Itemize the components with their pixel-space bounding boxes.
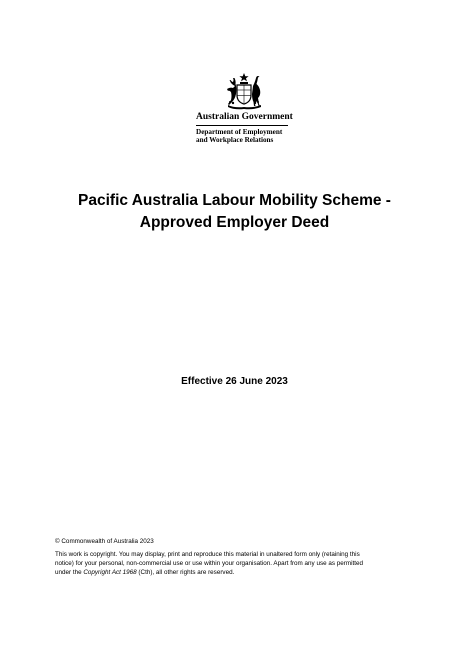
coat-of-arms-icon [220, 72, 268, 110]
document-title [30, 190, 439, 234]
department-name-line-2: and Workplace Relations [196, 136, 274, 144]
copyright-line-3 [55, 568, 425, 577]
document-title-line-2: Approved Employer Deed [139, 214, 330, 231]
copyright-notice [55, 537, 425, 577]
copyright-line-3-pre: under the [55, 569, 84, 576]
logo-divider [196, 125, 288, 126]
copyright-line-3-post: (Cth), all other rights are reserved. [136, 569, 235, 576]
effective-date: Effective 26 June 2023 [181, 376, 288, 387]
government-name: Australian Government [196, 112, 293, 122]
copyright-line-1: This work is copyright. You may display, print and reproduce this material in unaltered form only (retaining this [55, 551, 360, 558]
copyright-act-title: Copyright Act 1968 [83, 569, 137, 576]
copyright-heading: © Commonwealth of Australia 2023 [55, 538, 154, 545]
copyright-line-2: notice) for your personal, non-commercial use or use within your organisation. Apart from any use as permitted [55, 560, 363, 567]
department-name-line-1: Department of Employment [196, 128, 283, 136]
document-title-line-1: Pacific Australia Labour Mobility Scheme - [78, 192, 391, 209]
